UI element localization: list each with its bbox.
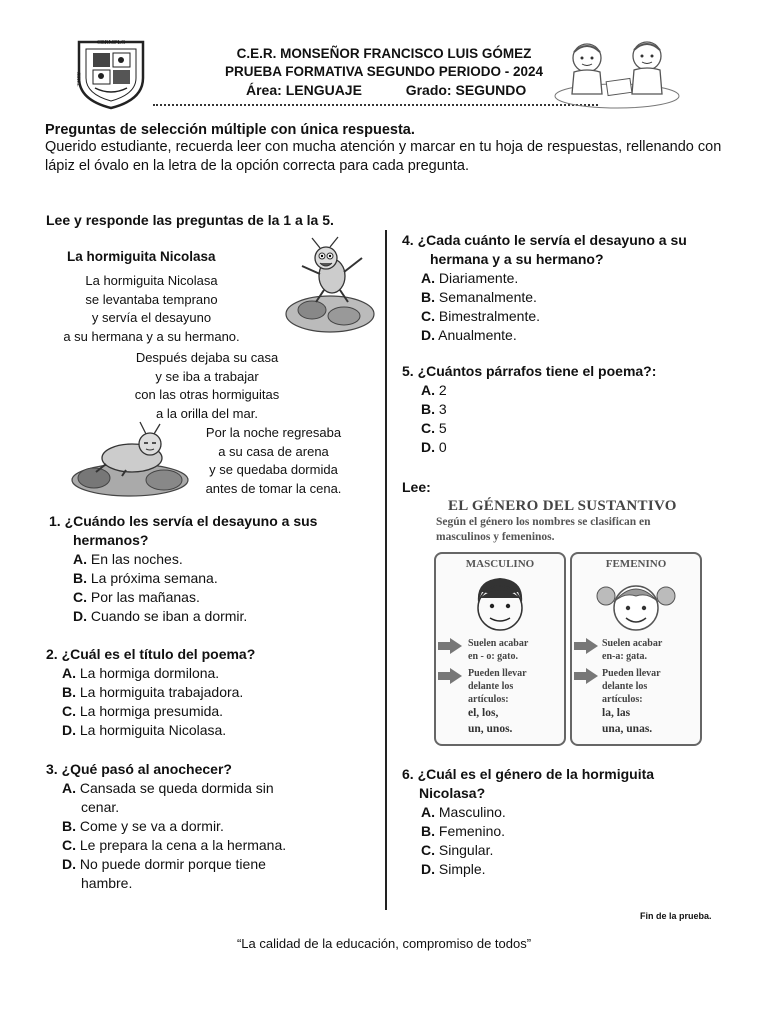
option-c[interactable]: C. Bimestralmente. xyxy=(421,308,541,324)
question-text: 5. ¿Cuántos párrafos tiene el poema?: xyxy=(402,363,657,379)
intro-text: Querido estudiante, recuerda leer con mucha atención y marcar en tu hoja de respuestas, rellenando con lápiz el óvalo en la letra de la opción correcta para cada pregunta. xyxy=(45,139,722,174)
option-a[interactable]: A. Masculino. xyxy=(421,804,506,820)
option-b[interactable]: B. 3 xyxy=(421,401,447,417)
column-divider xyxy=(385,230,387,910)
question-text-cont: Nicolasa? xyxy=(419,785,486,801)
option-b[interactable]: B. La hormiguita trabajadora. xyxy=(62,684,244,700)
option-c[interactable]: C. Por las mañanas. xyxy=(73,589,200,605)
genero-subtitle-2: masculinos y femeninos. xyxy=(436,531,555,543)
option-b[interactable]: B. Semanalmente. xyxy=(421,289,537,305)
intro-heading: Preguntas de selección múltiple con única respuesta. xyxy=(45,122,415,138)
genero-infographic xyxy=(430,494,714,748)
question-text-cont: hermana y a su hermano? xyxy=(430,251,604,267)
question-3 xyxy=(46,760,376,893)
masc-rule-1: Suelen acabar xyxy=(468,638,529,649)
option-c[interactable]: C. 5 xyxy=(421,420,447,436)
area-label: Área: xyxy=(246,82,282,98)
motto: “La calidad de la educación, compromiso de todos” xyxy=(236,936,532,951)
grade-value: SEGUNDO xyxy=(455,82,527,98)
stanza-line: se levantaba temprano xyxy=(85,291,218,307)
option-c[interactable]: C. Le prepara la cena a la hermana. xyxy=(62,837,287,853)
logo-text: CERMFLG xyxy=(97,40,126,46)
option-a[interactable]: A. 2 xyxy=(421,382,447,398)
ant-illustration-2 xyxy=(66,416,192,500)
femenino-label: FEMENINO xyxy=(605,558,667,570)
option-a[interactable]: A. Cansada se queda dormida sin xyxy=(62,780,274,796)
masc-rule-2c: artículos: xyxy=(468,694,509,705)
question-1 xyxy=(49,512,379,626)
option-d[interactable]: D. No puede dormir porque tiene xyxy=(62,856,266,872)
test-name: PRUEBA FORMATIVA SEGUNDO PERIODO - 2024 xyxy=(224,64,544,79)
masc-rule-2b: delante los xyxy=(468,681,514,692)
question-5 xyxy=(402,362,742,457)
masc-articles-2: un, unos. xyxy=(468,723,513,735)
arrow-icon xyxy=(574,638,598,654)
question-text: 2. ¿Cuál es el título del poema? xyxy=(46,646,256,662)
question-text: 3. ¿Qué pasó al anochecer? xyxy=(46,761,232,777)
femenino-panel xyxy=(570,552,702,746)
logo-side-text: JEREZ xyxy=(75,72,80,87)
option-a-cont: cenar. xyxy=(81,799,120,815)
option-d-cont: hambre. xyxy=(81,875,133,891)
arrow-icon xyxy=(438,638,462,654)
masc-articles-1: el, los, xyxy=(468,707,499,719)
masc-rule-2: Pueden llevar xyxy=(468,668,527,679)
question-4 xyxy=(402,231,742,345)
stanza-line: Por la noche regresaba xyxy=(205,425,342,440)
option-d[interactable]: D. Cuando se iban a dormir. xyxy=(73,608,248,624)
school-name: C.E.R. MONSEÑOR FRANCISCO LUIS GÓMEZ xyxy=(236,46,532,61)
question-text: 4. ¿Cada cuánto le servía el desayuno a su xyxy=(402,232,687,248)
grade-label: Grado: xyxy=(405,82,452,98)
stanza-line: antes de tomar la cena. xyxy=(205,480,342,496)
fem-rule-2: Pueden llevar xyxy=(602,668,661,679)
masc-rule-1b: en - o: gato. xyxy=(468,651,518,662)
option-d[interactable]: D. La hormiguita Nicolasa. xyxy=(62,722,227,738)
option-b[interactable]: B. Come y se va a dormir. xyxy=(62,818,224,834)
option-b[interactable]: B. La próxima semana. xyxy=(73,570,218,586)
masculino-panel xyxy=(434,552,566,746)
ant-illustration-1 xyxy=(282,236,378,336)
stanza-line: a su hermana y a su hermano. xyxy=(63,328,240,344)
stanza-line: Después dejaba su casa xyxy=(135,350,279,365)
stanza-line: a la orilla del mar. xyxy=(156,405,258,421)
option-d[interactable]: D. Anualmente. xyxy=(421,327,517,343)
arrow-icon xyxy=(574,668,598,684)
arrow-icon xyxy=(438,668,462,684)
stanza-2 xyxy=(112,349,302,423)
fem-articles-1: la, las xyxy=(602,707,631,719)
stanza-line: y se iba a trabajar xyxy=(155,368,259,384)
question-2 xyxy=(46,645,376,740)
boy-face-icon xyxy=(470,574,530,636)
option-d[interactable]: D. Simple. xyxy=(421,861,486,877)
stanza-line: con las otras hormiguitas xyxy=(134,387,280,402)
fem-rule-2b: delante los xyxy=(602,681,648,692)
area-grade-line xyxy=(246,82,526,98)
stanza-line: a su casa de arena xyxy=(218,443,329,459)
genero-subtitle-1: Según el género los nombres se clasifican en xyxy=(436,516,651,528)
masculino-label: MASCULINO xyxy=(465,558,535,570)
genero-title: EL GÉNERO DEL SUSTANTIVO xyxy=(448,498,677,514)
lee-label: Lee: xyxy=(402,479,431,495)
stanza-3 xyxy=(186,424,361,498)
girl-face-icon xyxy=(596,574,676,636)
stanza-line: La hormiguita Nicolasa xyxy=(85,273,218,288)
fem-rule-2c: artículos: xyxy=(602,694,643,705)
poem-title: La hormiguita Nicolasa xyxy=(67,249,216,264)
area-value: LENGUAJE xyxy=(285,82,362,98)
fem-articles-2: una, unas. xyxy=(602,723,653,735)
question-6 xyxy=(402,765,742,879)
option-b[interactable]: B. Femenino. xyxy=(421,823,506,839)
question-text-cont: hermanos? xyxy=(73,532,149,548)
option-c[interactable]: C. La hormiga presumida. xyxy=(62,703,224,719)
option-a[interactable]: A. La hormiga dormilona. xyxy=(62,665,220,681)
stanza-1 xyxy=(44,272,259,346)
stanza-line: y se quedaba dormida xyxy=(209,462,338,477)
fem-rule-1: Suelen acabar xyxy=(602,638,663,649)
kids-illustration xyxy=(552,36,682,110)
fem-rule-1b: en-a: gata. xyxy=(602,651,647,662)
question-text: 6. ¿Cuál es el género de la hormiguita xyxy=(402,766,655,782)
dotted-separator xyxy=(153,104,598,106)
option-a[interactable]: A. En las noches. xyxy=(73,551,183,567)
option-d[interactable]: D. 0 xyxy=(421,439,447,455)
school-logo xyxy=(75,38,147,110)
question-text: 1. ¿Cuándo les servía el desayuno a sus xyxy=(49,513,318,529)
left-instruction: Lee y responde las preguntas de la 1 a la 5. xyxy=(46,212,334,228)
option-c[interactable]: C. Singular. xyxy=(421,842,494,858)
option-a[interactable]: A. Diariamente. xyxy=(421,270,519,286)
end-of-test: Fin de la prueba. xyxy=(640,911,712,921)
stanza-line: y servía el desayuno xyxy=(91,310,212,325)
